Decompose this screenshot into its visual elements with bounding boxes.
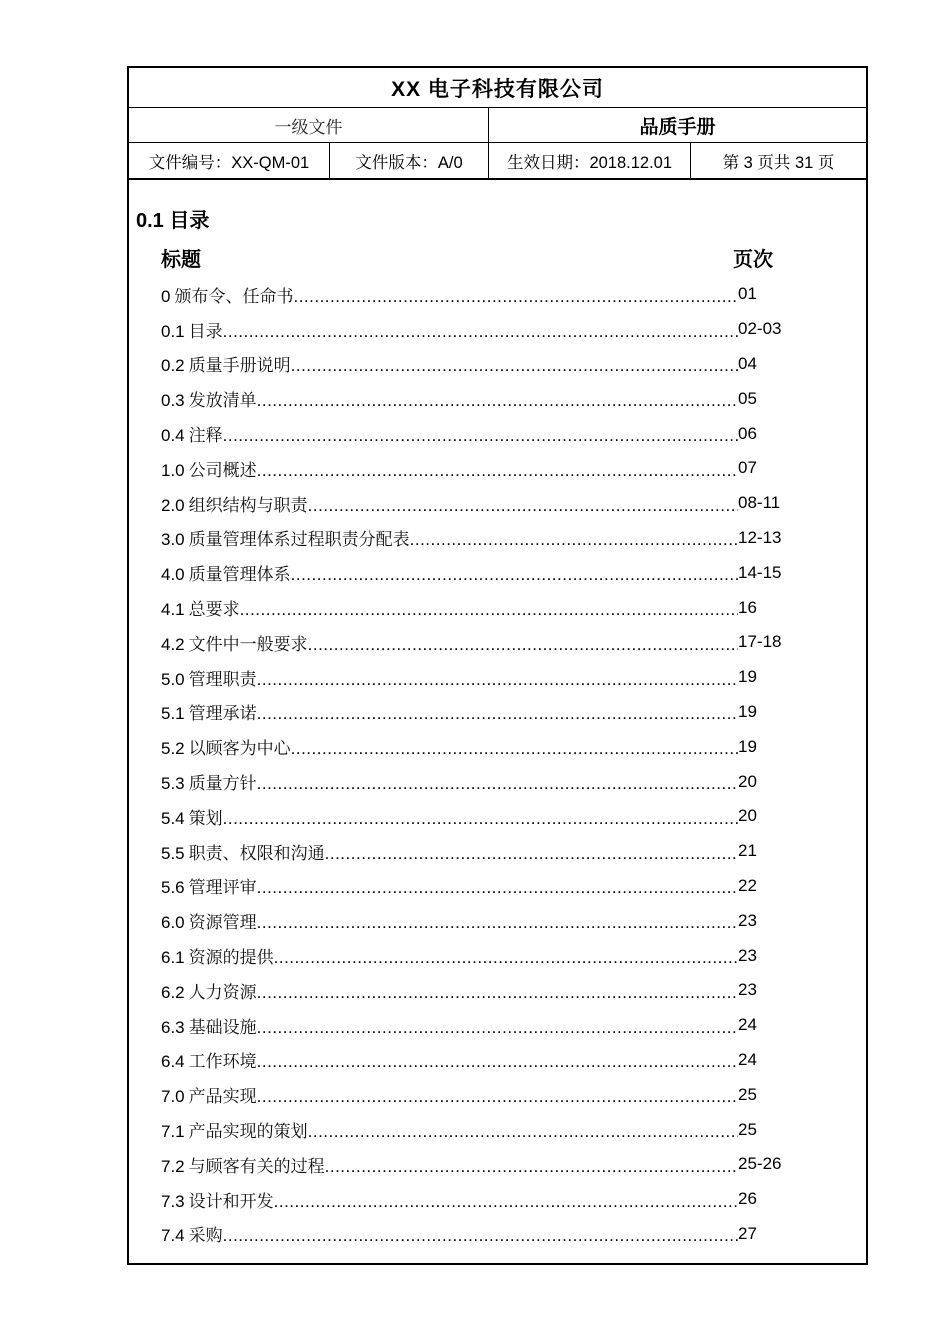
toc-entry-number: 1.0 <box>161 460 185 480</box>
toc-entry-number: 7.4 <box>161 1226 185 1246</box>
toc-entry-text: 设计和开发 <box>188 1191 274 1212</box>
toc-leader-dots <box>257 878 738 898</box>
toc-entry-line <box>161 1047 738 1072</box>
toc-entry-text: 策划 <box>188 808 223 829</box>
toc-entry-line <box>161 908 738 933</box>
toc-entry-page: 23 <box>738 945 757 965</box>
toc-entry-number: 0.3 <box>161 391 185 411</box>
toc-entry-line <box>161 1152 738 1177</box>
toc-entry-line <box>161 351 738 376</box>
toc-entry-number: 7.2 <box>161 1156 185 1176</box>
toc-entry-text: 质量方针 <box>188 774 257 795</box>
toc-entry-number: 5.1 <box>161 704 185 724</box>
toc-leader-dots <box>308 635 738 655</box>
toc-entry-line <box>161 1187 738 1212</box>
header-title-row <box>129 108 866 143</box>
toc-entry-text: 组织结构与职责 <box>188 495 308 516</box>
toc-entry-text: 人力资源 <box>188 982 257 1003</box>
toc-entry-page: 25-26 <box>738 1154 782 1174</box>
toc-entry-number: 4.1 <box>161 600 185 620</box>
toc-entry-page: 14-15 <box>738 562 782 582</box>
toc-entry[interactable] <box>161 521 801 556</box>
toc-leader-dots <box>291 565 738 585</box>
toc-entry-text: 发放清单 <box>188 391 257 412</box>
effective-date: 生效日期：2018.12.01 <box>488 143 690 178</box>
toc-entry-number: 2.0 <box>161 495 185 515</box>
toc-leader-dots <box>240 600 738 620</box>
toc-leader-dots <box>410 530 738 550</box>
toc-entry-number: 6.2 <box>161 982 185 1002</box>
toc-leader-dots <box>274 948 738 968</box>
toc-entry-line <box>161 491 738 516</box>
toc-entry-line <box>161 1221 738 1246</box>
toc-entry-text: 职责、权限和沟通 <box>188 843 325 864</box>
toc-leader-dots <box>257 774 738 794</box>
toc-entry-page: 27 <box>738 1223 757 1243</box>
toc-entry-line <box>161 560 738 585</box>
toc-entry-number: 4.2 <box>161 634 185 654</box>
toc-entry-text: 工作环境 <box>188 1052 257 1073</box>
toc-entry-line <box>161 1013 738 1038</box>
toc-entry-text: 颁布令、任命书 <box>174 286 294 307</box>
toc-entry-text: 质量管理体系 <box>188 565 291 586</box>
toc-entry-line <box>161 1117 738 1142</box>
toc-entry[interactable] <box>161 1043 801 1078</box>
toc-entry-number: 5.4 <box>161 808 185 828</box>
toc-entry-number: 7.0 <box>161 1087 185 1107</box>
toc-entry-text: 产品实现的策划 <box>188 1122 308 1143</box>
toc-entry-text: 与顾客有关的过程 <box>188 1156 325 1177</box>
manual-title: 品质手册 <box>488 108 866 142</box>
toc-entry-number: 3.0 <box>161 530 185 550</box>
toc-entry-page: 12-13 <box>738 527 782 547</box>
toc-entry-number: 5.5 <box>161 843 185 863</box>
toc-leader-dots <box>293 287 738 307</box>
toc-entry[interactable] <box>161 277 801 312</box>
toc-entry[interactable] <box>161 486 801 521</box>
toc-entry[interactable] <box>161 590 801 625</box>
toc-entry-number: 0 <box>161 286 171 306</box>
doc-number: 文件编号：XX-QM-01 <box>148 153 310 172</box>
toc-entry[interactable] <box>161 764 801 799</box>
toc-entry-text: 采购 <box>188 1226 223 1247</box>
toc-entry-text: 文件中一般要求 <box>188 634 308 655</box>
toc-entry-page: 25 <box>738 1084 757 1104</box>
toc-entry-text: 资源管理 <box>188 913 257 934</box>
toc-entry-number: 0.2 <box>161 356 185 376</box>
toc-leader-dots <box>308 496 738 516</box>
toc-entry[interactable] <box>161 695 801 730</box>
toc-entry-line <box>161 804 738 829</box>
toc-entry-line <box>161 525 738 550</box>
toc-entry-line <box>161 1082 738 1107</box>
toc-entry-number: 5.0 <box>161 669 185 689</box>
toc-leader-dots <box>257 461 738 481</box>
toc-leader-dots <box>223 1226 738 1246</box>
toc-leader-dots <box>257 670 738 690</box>
toc-entry[interactable] <box>161 1008 801 1043</box>
toc-leader-dots <box>291 739 738 759</box>
toc-entry-page: 20 <box>738 771 757 791</box>
toc-entry[interactable] <box>161 834 801 869</box>
page-info: 第 3 页共 31 页 <box>690 143 866 178</box>
toc-entry-page: 17-18 <box>738 632 782 652</box>
toc-entry-line <box>161 421 738 446</box>
toc-entry-page: 08-11 <box>738 493 781 513</box>
toc-entry-number: 7.1 <box>161 1122 185 1142</box>
toc-leader-dots <box>308 1122 738 1142</box>
toc-entry[interactable] <box>161 973 801 1008</box>
toc-entry-page: 05 <box>738 388 757 408</box>
toc-entry-number: 5.3 <box>161 774 185 794</box>
toc-entry-text: 总要求 <box>188 600 240 621</box>
toc-leader-dots <box>257 391 738 411</box>
toc-entry-line <box>161 317 738 342</box>
toc-entry-page: 01 <box>738 284 757 304</box>
toc-entry-number: 6.1 <box>161 948 185 968</box>
toc-entry-number: 4.0 <box>161 565 185 585</box>
toc-entry-number: 6.4 <box>161 1052 185 1072</box>
toc-entry-line <box>161 665 738 690</box>
toc-entry-text: 基础设施 <box>188 1017 257 1038</box>
toc-leader-dots <box>257 913 738 933</box>
toc-entry-number: 5.6 <box>161 878 185 898</box>
toc-entry-number: 0.4 <box>161 426 185 446</box>
toc-entry-line <box>161 699 738 724</box>
toc-entry-page: 26 <box>738 1189 757 1209</box>
toc-leader-dots <box>257 983 738 1003</box>
toc-entry[interactable] <box>161 555 801 590</box>
toc-entry[interactable] <box>161 1077 801 1112</box>
toc-entry-number: 5.2 <box>161 739 185 759</box>
toc-entry-text: 目录 <box>188 321 223 342</box>
toc-entry-text: 以顾客为中心 <box>188 739 291 760</box>
section-title: 0.1 目录 <box>136 210 210 232</box>
toc-entry[interactable] <box>161 1182 801 1217</box>
doc-level: 一级文件 <box>274 117 343 138</box>
toc-entry-text: 公司概述 <box>188 460 257 481</box>
toc-leader-dots <box>274 1192 738 1212</box>
toc-entry-line <box>161 839 738 864</box>
toc-entry[interactable] <box>161 416 801 451</box>
toc-entry[interactable] <box>161 381 801 416</box>
toc-entry-page: 24 <box>738 1049 757 1069</box>
toc-entry-page: 19 <box>738 736 757 756</box>
toc-entry-line <box>161 769 738 794</box>
toc-entry[interactable] <box>161 312 801 347</box>
toc-entry[interactable] <box>161 625 801 660</box>
toc-entry-page: 20 <box>738 806 757 826</box>
toc-leader-dots <box>291 356 738 376</box>
toc-leader-dots <box>325 1157 738 1177</box>
toc-entry-text: 管理职责 <box>188 669 257 690</box>
toc-entry[interactable] <box>161 1217 801 1252</box>
toc-leader-dots <box>223 809 738 829</box>
toc-entry-text: 管理评审 <box>188 878 257 899</box>
toc-leader-dots <box>257 1052 738 1072</box>
toc-entry[interactable] <box>161 903 801 938</box>
toc-entry-number: 7.3 <box>161 1191 185 1211</box>
toc-entry-page: 21 <box>738 841 757 861</box>
toc-entry-text: 质量手册说明 <box>188 356 291 377</box>
toc-entry[interactable] <box>161 347 801 382</box>
toc-entry-line <box>161 734 738 759</box>
toc-entry-page: 22 <box>738 875 757 895</box>
toc-column-page: 页次 <box>733 249 773 271</box>
toc-entry-page: 24 <box>738 1015 757 1035</box>
toc-entry-page: 23 <box>738 980 757 1000</box>
toc-entry-text: 质量管理体系过程职责分配表 <box>188 530 410 551</box>
toc-entry-line <box>161 873 738 898</box>
toc-entry-number: 6.0 <box>161 913 185 933</box>
toc-entry[interactable] <box>161 729 801 764</box>
toc-entry-page: 02-03 <box>738 319 782 339</box>
toc-entry-page: 23 <box>738 910 757 930</box>
toc-entry[interactable] <box>161 1112 801 1147</box>
toc-leader-dots <box>257 1018 738 1038</box>
toc-entry[interactable] <box>161 799 801 834</box>
toc-column-title: 标题 <box>161 249 201 271</box>
company-name: XX 电子科技有限公司 <box>391 77 604 101</box>
toc-entry-page: 25 <box>738 1119 757 1139</box>
toc-entry-line <box>161 595 738 620</box>
toc-entry-page: 19 <box>738 701 757 721</box>
toc-entry-line <box>161 282 738 307</box>
toc-entry[interactable] <box>161 451 801 486</box>
toc-entry-line <box>161 978 738 1003</box>
toc-leader-dots <box>257 704 738 724</box>
toc-entry[interactable] <box>161 660 801 695</box>
toc-entry-text: 资源的提供 <box>188 948 274 969</box>
toc-entry-line <box>161 943 738 968</box>
toc-entry-line <box>161 456 738 481</box>
toc-entry[interactable] <box>161 869 801 904</box>
toc-leader-dots <box>223 426 738 446</box>
toc-entry-page: 16 <box>738 597 757 617</box>
toc-entry[interactable] <box>161 1147 801 1182</box>
toc-list <box>161 277 801 1251</box>
doc-version: 文件版本：A/0 <box>329 143 488 178</box>
header-meta-row <box>129 143 866 180</box>
toc-entry-page: 04 <box>738 353 757 373</box>
toc-entry-text: 注释 <box>188 426 223 447</box>
toc-leader-dots <box>257 1087 738 1107</box>
toc-leader-dots <box>223 322 738 342</box>
toc-entry-page: 07 <box>738 458 757 478</box>
toc-entry[interactable] <box>161 938 801 973</box>
toc-entry-page: 06 <box>738 423 757 443</box>
toc-entry-number: 0.1 <box>161 321 185 341</box>
toc-entry-line <box>161 630 738 655</box>
toc-entry-number: 6.3 <box>161 1017 185 1037</box>
toc-entry-text: 管理承诺 <box>188 704 257 725</box>
header-company-row <box>129 68 866 108</box>
toc-entry-line <box>161 386 738 411</box>
toc-leader-dots <box>325 844 738 864</box>
toc-entry-page: 19 <box>738 667 757 687</box>
toc-entry-text: 产品实现 <box>188 1087 257 1108</box>
